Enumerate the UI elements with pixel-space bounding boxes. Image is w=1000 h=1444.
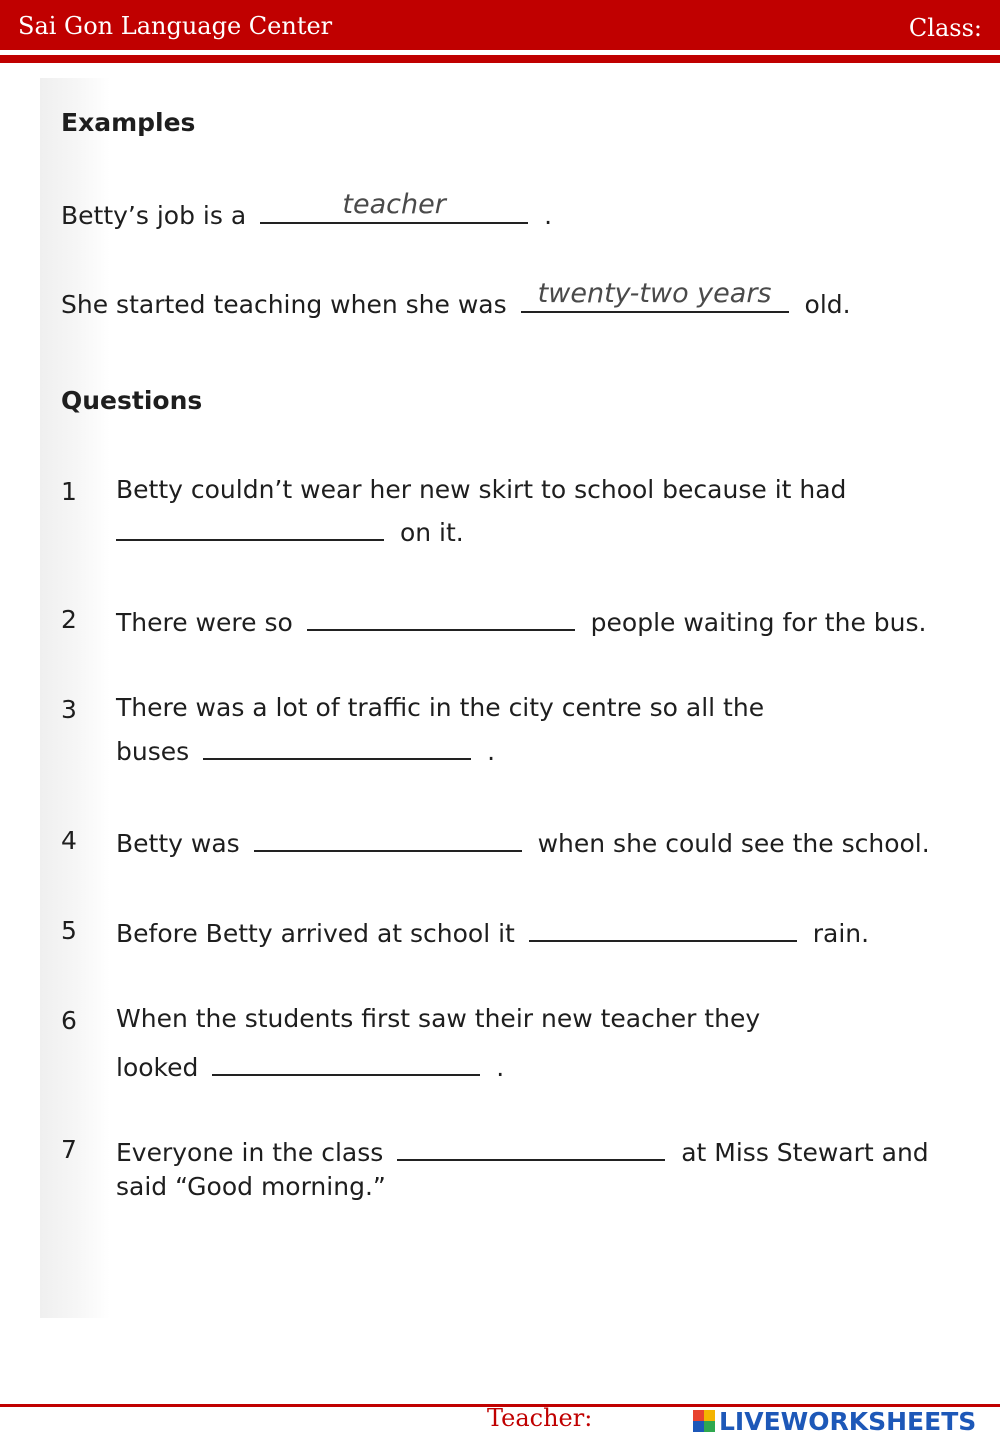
questions-heading: Questions (61, 386, 203, 415)
question-4-end: when she could see the school. (537, 829, 930, 858)
example-2-answer: twenty-two years (537, 278, 772, 309)
question-1-line2 (116, 515, 464, 545)
header-divider (0, 55, 1000, 63)
teacher-label: Teacher: (487, 1404, 593, 1432)
question-4-line (116, 826, 930, 856)
question-2-blank[interactable] (307, 605, 575, 631)
example-2-end: old. (804, 290, 851, 319)
question-3-blank[interactable] (203, 734, 471, 760)
question-5-number: 5 (61, 916, 77, 945)
example-1-text: Betty’s job is a (61, 201, 247, 230)
center-name: Sai Gon Language Center (18, 12, 333, 40)
liveworksheets-brand[interactable] (693, 1408, 976, 1434)
question-6-blank[interactable] (212, 1050, 480, 1076)
question-3-end: . (487, 737, 496, 766)
question-4-blank[interactable] (254, 826, 522, 852)
question-2-text: There were so (116, 608, 293, 637)
question-2-number: 2 (61, 605, 77, 634)
question-2-end: people waiting for the bus. (590, 608, 927, 637)
question-5-end: rain. (812, 919, 870, 948)
question-2-line (116, 605, 926, 635)
class-label: Class: (908, 14, 982, 42)
question-3-number: 3 (61, 695, 77, 724)
question-1-line1: Betty couldn’t wear her new skirt to school because it had (116, 475, 847, 504)
example-1 (61, 189, 553, 230)
question-5-blank[interactable] (529, 916, 797, 942)
question-5-text: Before Betty arrived at school it (116, 919, 515, 948)
example-1-answer: teacher (342, 189, 446, 220)
question-3-text2: buses (116, 737, 190, 766)
question-6-line1: When the students first saw their new teacher they (116, 1004, 761, 1033)
question-7-line2: said “Good morning.” (116, 1172, 386, 1201)
question-3-line1: There was a lot of traffic in the city centre so all the (116, 693, 765, 722)
example-2-text: She started teaching when she was (61, 290, 507, 319)
brand-name: LIVEWORKSHEETS (719, 1406, 977, 1436)
question-4-number: 4 (61, 826, 77, 855)
question-6-end: . (496, 1053, 505, 1082)
example-2 (61, 278, 851, 319)
question-6-line2 (116, 1050, 504, 1080)
example-1-end: . (544, 201, 553, 230)
question-7-line1 (116, 1135, 929, 1165)
liveworksheets-logo-icon (693, 1410, 715, 1432)
question-4-text: Betty was (116, 829, 240, 858)
question-5-line (116, 916, 869, 946)
question-1-end: on it. (399, 518, 464, 547)
question-7-text: Everyone in the class (116, 1138, 384, 1167)
question-1-number: 1 (61, 477, 77, 506)
example-2-blank (521, 278, 789, 313)
question-7-blank[interactable] (397, 1135, 665, 1161)
question-6-text2: looked (116, 1053, 199, 1082)
example-1-blank (260, 189, 528, 224)
question-3-line2 (116, 734, 495, 764)
question-1-blank[interactable] (116, 515, 384, 541)
examples-heading: Examples (61, 108, 196, 137)
question-7-number: 7 (61, 1135, 77, 1164)
question-6-number: 6 (61, 1006, 77, 1035)
question-7-end: at Miss Stewart and (681, 1138, 929, 1167)
